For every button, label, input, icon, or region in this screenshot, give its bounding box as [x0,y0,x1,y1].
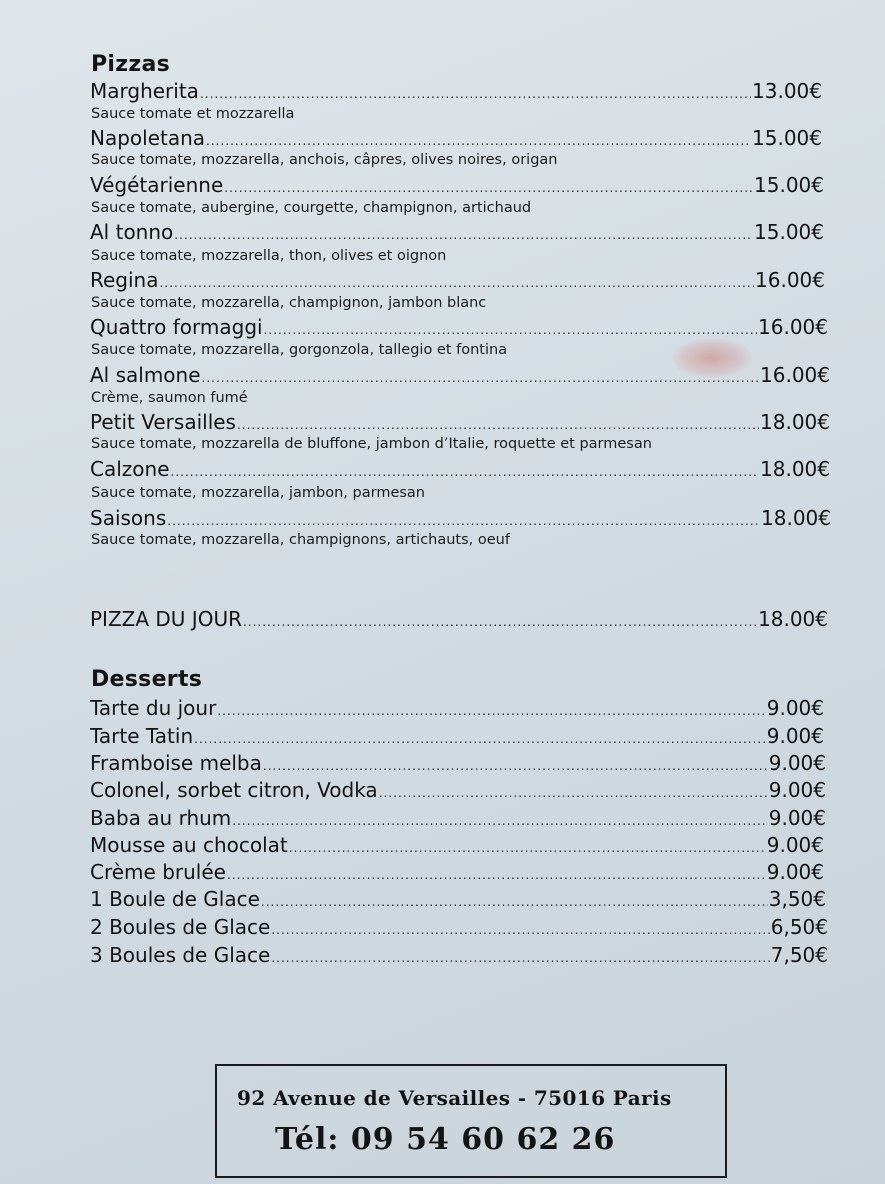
item-price: 9.00€ [766,833,824,857]
item-name: Framboise melba [90,751,262,775]
menu-item-quattro-formaggi [90,315,828,342]
item-price: 18.00€ [761,506,831,530]
item-name: Colonel, sorbet citron, Vodka [90,778,378,802]
menu-item-margherita [90,79,822,106]
leader-dots [206,129,751,153]
item-description: Sauce tomate, mozzarella de bluffone, jambon d’Italie, roquette et parmesan [91,436,652,452]
leader-dots [232,809,767,833]
item-price: 18.00€ [758,607,828,631]
item-description: Sauce tomate et mozzarella [91,106,295,122]
item-price: 3,50€ [768,887,826,911]
item-name: Napoletana [90,126,206,150]
menu-item-petit-versailles [90,410,830,437]
item-name: Baba au rhum [90,806,232,830]
leader-dots [200,82,751,106]
menu-item-al-salmone [90,363,830,390]
leader-dots [227,863,766,887]
menu-item-creme-brulee [90,860,824,887]
leader-dots [271,918,769,942]
item-price: 18.00€ [760,410,830,434]
item-name: PIZZA DU JOUR [90,607,242,631]
item-name: Margherita [90,79,199,103]
item-name: Calzone [90,457,170,481]
item-name: Al salmone [90,363,201,387]
leader-dots [167,509,760,533]
phone-text: Tél: 09 54 60 62 26 [275,1122,616,1157]
item-name: Végétarienne [90,173,224,197]
leader-dots [224,176,753,200]
item-name: 2 Boules de Glace [90,915,271,939]
menu-item-1-boule-de-glace [90,887,826,914]
menu-item-saisons [90,506,831,533]
item-name: Saisons [90,506,167,530]
pizzas-title: Pizzas [91,52,171,77]
item-price: 16.00€ [760,363,830,387]
menu-item-napoletana [90,126,822,153]
item-description: Sauce tomate, mozzarella, champignons, artichauts, oeuf [91,532,510,548]
item-price: 9.00€ [766,696,824,720]
menu-item-baba-au-rhum [90,806,826,833]
contact-box [215,1064,727,1178]
address-text: 92 Avenue de Versailles - 75016 Paris [237,1086,672,1110]
item-price: 9.00€ [768,778,826,802]
leader-dots [237,413,759,437]
menu-item-vegetarienne [90,173,824,200]
menu-item-2-boules-de-glace [90,915,828,942]
leader-dots [261,890,768,914]
menu-item-tarte-tatin [90,724,824,751]
menu-item-3-boules-de-glace [90,943,828,970]
leader-dots [263,754,768,778]
item-name: Tarte du jour [90,696,217,720]
item-name: Tarte Tatin [90,724,194,748]
item-name: 1 Boule de Glace [90,887,260,911]
item-price: 16.00€ [755,268,825,292]
item-price: 9.00€ [766,860,824,884]
item-price: 7,50€ [770,943,828,967]
item-price: 18.00€ [760,457,830,481]
item-name: Regina [90,268,159,292]
menu-item-regina [90,268,825,295]
item-description: Sauce tomate, mozzarella, anchois, câpres, olives noires, origan [91,152,558,168]
leader-dots [271,946,769,970]
menu-item-colonel [90,778,826,805]
leader-dots [160,271,755,295]
leader-dots [289,836,766,860]
item-name: Mousse au chocolat [90,833,288,857]
item-description: Sauce tomate, mozzarella, jambon, parmesan [91,485,425,501]
leader-dots [379,781,768,805]
leader-dots [217,699,765,723]
menu-item-pizza-du-jour [90,607,828,634]
leader-dots [174,223,753,247]
item-description: Sauce tomate, mozzarella, champignon, jambon blanc [91,295,487,311]
item-price: 15.00€ [752,126,822,150]
item-price: 13.00€ [752,79,822,103]
item-description: Sauce tomate, aubergine, courgette, champignon, artichaud [91,200,532,216]
item-description: Sauce tomate, mozzarella, thon, olives et oignon [91,248,447,264]
menu-item-tarte-du-jour [90,696,824,723]
item-price: 9.00€ [768,806,826,830]
menu-item-mousse-au-chocolat [90,833,824,860]
item-price: 9.00€ [768,751,826,775]
item-price: 15.00€ [754,173,824,197]
item-name: Quattro formaggi [90,315,263,339]
leader-dots [194,727,766,751]
item-description: Crème, saumon fumé [91,390,248,406]
item-name: Crème brulée [90,860,226,884]
leader-dots [243,610,757,634]
item-name: Petit Versailles [90,410,236,434]
item-name: 3 Boules de Glace [90,943,271,967]
item-price: 9.00€ [766,724,824,748]
item-description: Sauce tomate, mozzarella, gorgonzola, tallegio et fontina [91,342,508,358]
item-price: 16.00€ [758,315,828,339]
leader-dots [202,366,759,390]
item-name: Al tonno [90,220,174,244]
item-price: 15.00€ [754,220,824,244]
leader-dots [264,318,757,342]
item-price: 6,50€ [770,915,828,939]
menu-item-framboise-melba [90,751,826,778]
menu-item-al-tonno [90,220,824,247]
desserts-title: Desserts [91,667,203,692]
menu-item-calzone [90,457,830,484]
leader-dots [171,460,760,484]
